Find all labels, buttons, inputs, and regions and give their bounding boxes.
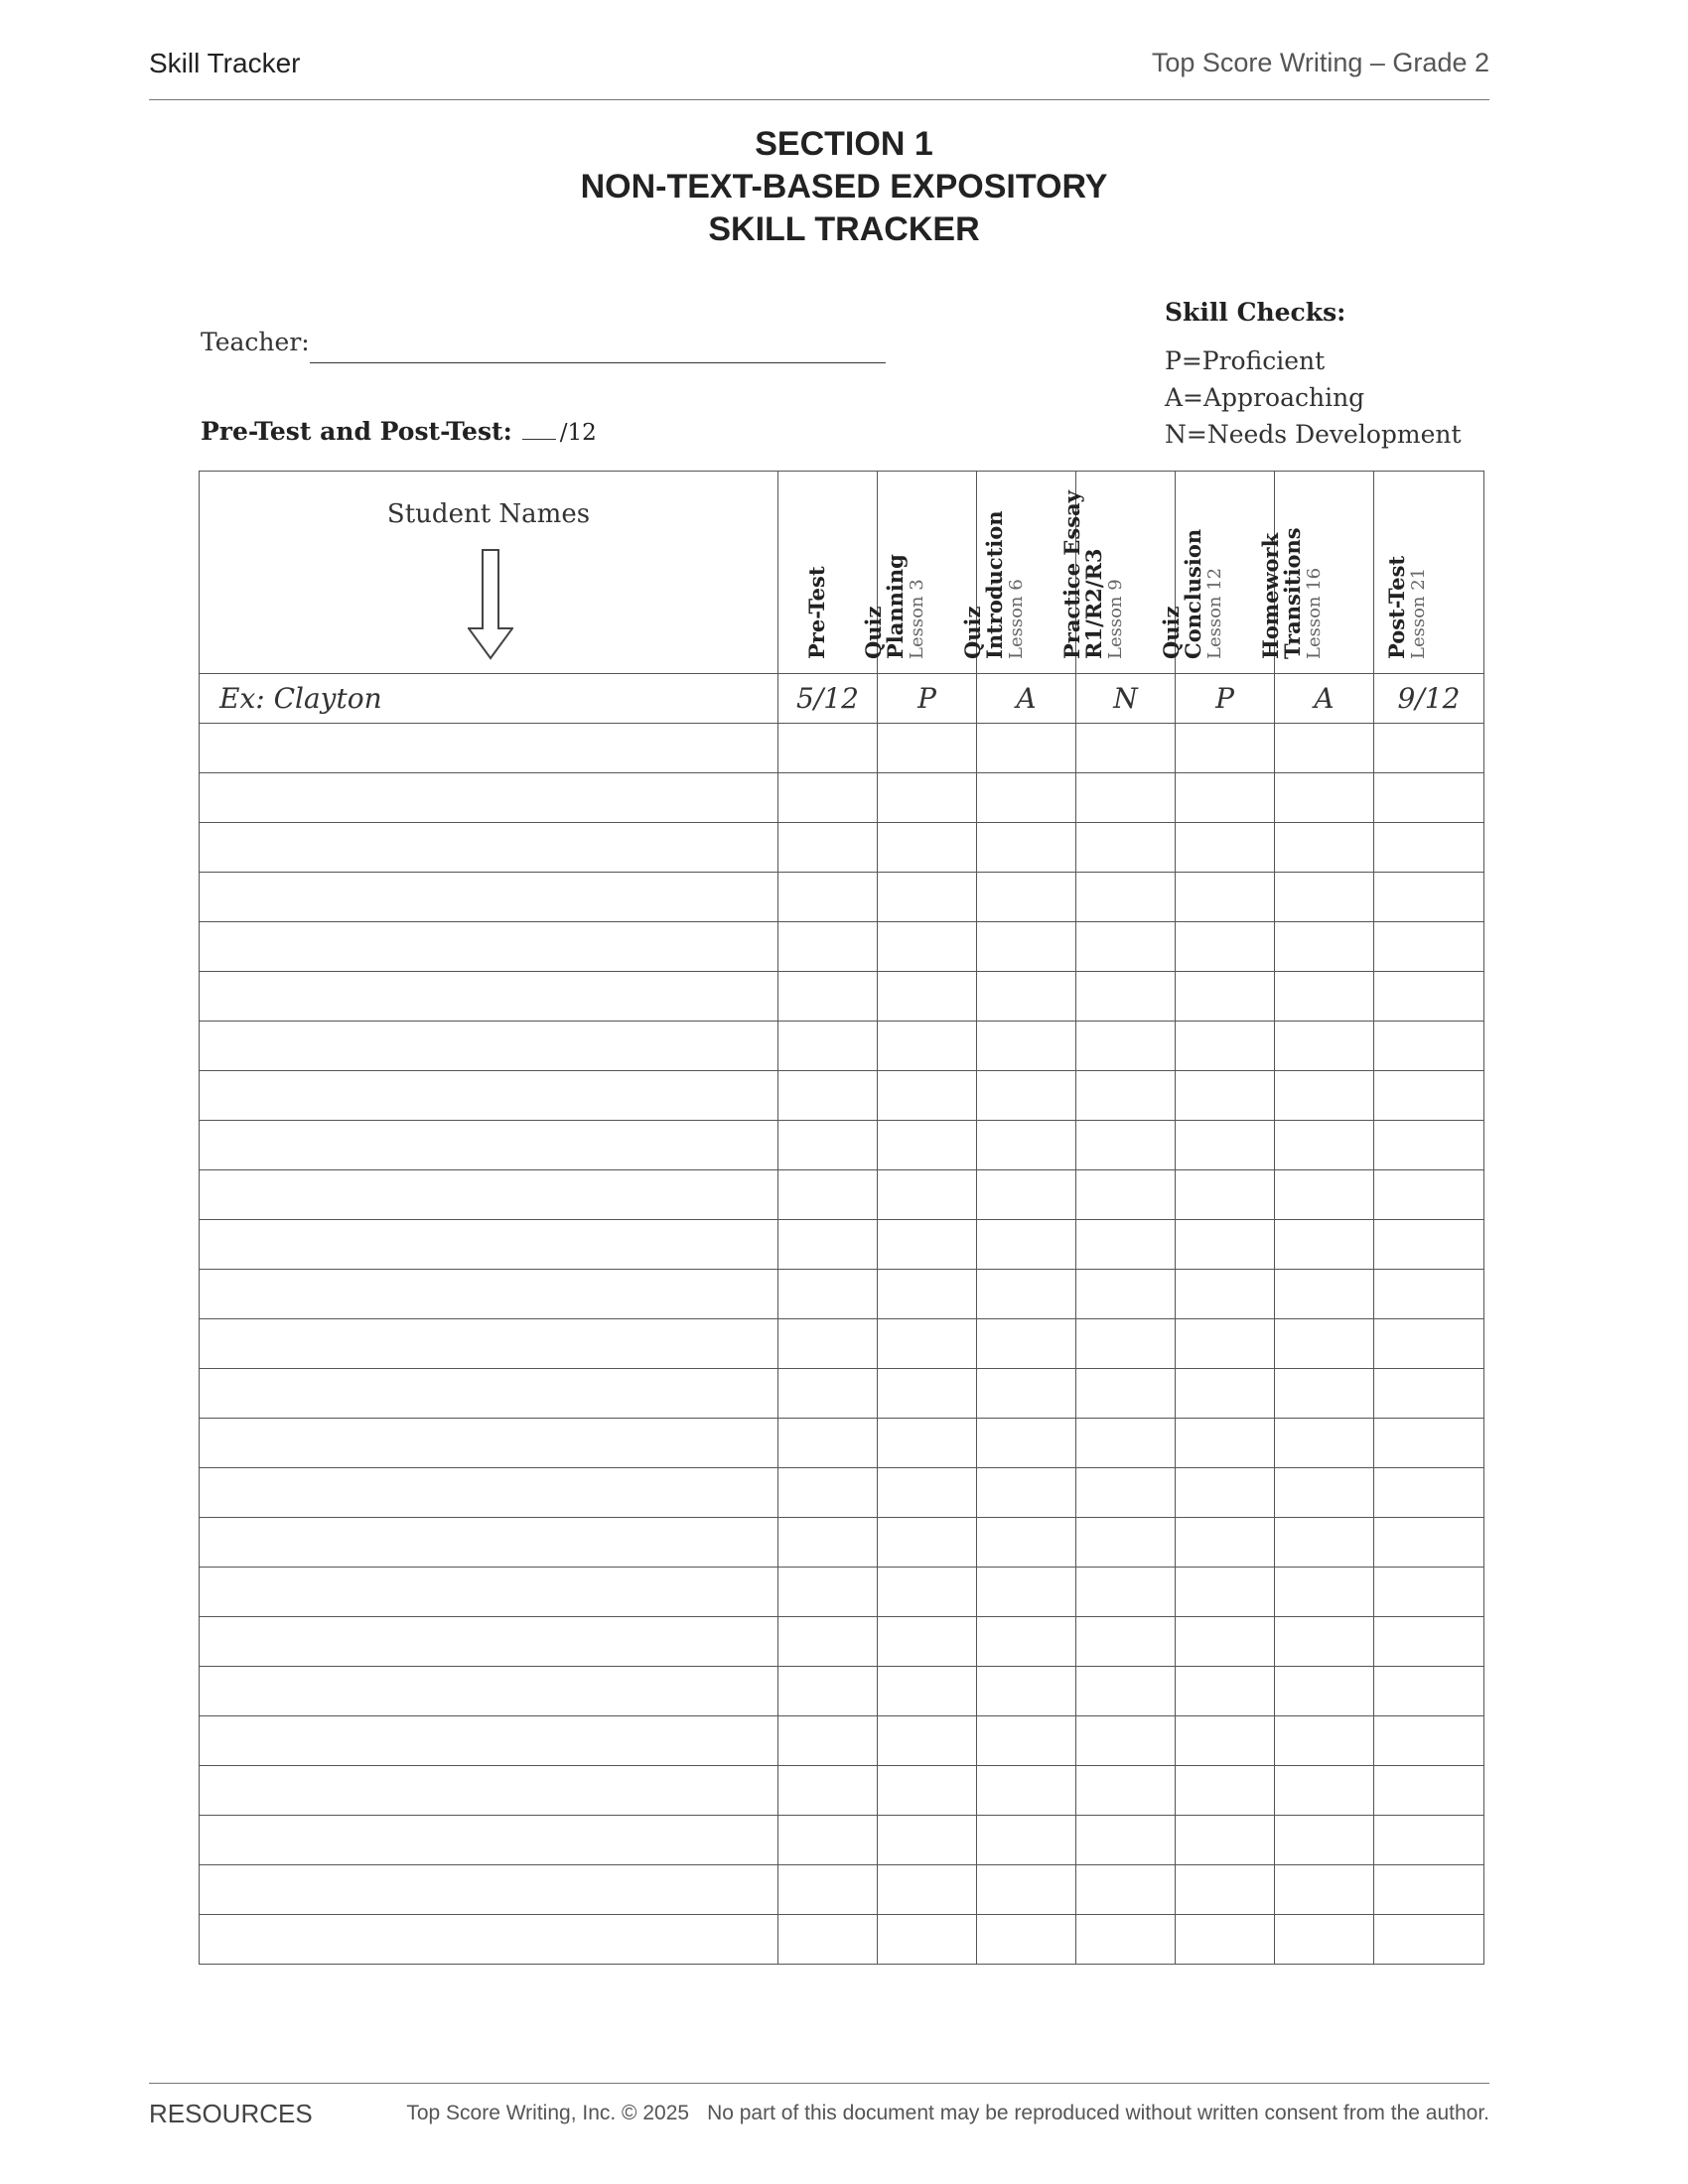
skill-check-cell[interactable] [778,773,878,823]
skill-check-cell[interactable] [1374,1617,1484,1667]
skill-check-cell[interactable] [1374,1468,1484,1518]
skill-check-cell[interactable] [1076,724,1176,773]
header-title: Skill Tracker [149,48,301,78]
skill-check-cell[interactable] [977,922,1076,972]
skill-check-cell[interactable] [1374,922,1484,972]
footer-copyright: Top Score Writing, Inc. © 2025 [406,2102,690,2124]
table-header-row [200,472,1484,674]
skill-check-cell[interactable] [1076,1667,1176,1716]
prepost-denominator: /12 [559,420,597,446]
skill-check-cell[interactable] [1374,1270,1484,1319]
skill-check-cell[interactable] [1176,1220,1275,1270]
column-quiz-introduction-line1: Quiz [959,606,985,659]
student-name-cell[interactable] [200,1220,778,1270]
skill-check-cell[interactable] [878,1319,977,1369]
table-row [200,1468,1484,1518]
student-name-cell[interactable] [200,972,778,1022]
student-name-cell[interactable] [200,1667,778,1716]
skill-check-cell[interactable] [1275,972,1374,1022]
skill-check-cell[interactable] [977,1617,1076,1667]
skill-check-cell[interactable] [878,1865,977,1915]
skill-check-cell[interactable] [778,1022,878,1071]
skill-check-cell[interactable] [1176,1270,1275,1319]
skill-check-cell[interactable] [1374,1816,1484,1865]
skill-check-cell[interactable] [1176,724,1275,773]
legend-needs-development: N=Needs Development [1165,420,1462,449]
column-practice-essay-lesson: Lesson 9 [1104,579,1126,659]
student-name-cell[interactable] [200,1369,778,1419]
student-names-label: Student Names [386,499,591,529]
student-name-cell[interactable] [200,1915,778,1965]
skill-check-cell[interactable] [977,1518,1076,1568]
skill-check-cell[interactable] [977,1865,1076,1915]
table-row [200,1319,1484,1369]
skill-check-cell[interactable] [1275,1568,1374,1617]
column-homework-transitions-line1: Homework [1257,532,1283,659]
student-name-cell[interactable] [200,1468,778,1518]
skill-check-cell[interactable] [878,1270,977,1319]
skill-check-cell[interactable] [1374,773,1484,823]
column-quiz-planning-line1: Quiz [860,606,886,659]
skill-check-cell[interactable] [1176,1816,1275,1865]
skill-check-cell[interactable] [878,1766,977,1816]
skill-check-cell[interactable] [878,1022,977,1071]
skill-check-cell[interactable] [778,1915,878,1965]
column-header-homework-transitions [1257,472,1374,674]
table-row [200,773,1484,823]
skill-check-cell[interactable] [878,1170,977,1220]
skill-check-cell[interactable] [778,1617,878,1667]
skill-check-cell[interactable] [1275,1170,1374,1220]
skill-check-cell[interactable] [778,724,878,773]
skill-check-cell[interactable] [977,1915,1076,1965]
student-name-cell[interactable] [200,1270,778,1319]
student-name-cell[interactable] [200,1568,778,1617]
skill-check-cell[interactable] [1374,1170,1484,1220]
column-practice-essay-line1: Practice Essay [1058,490,1084,659]
skill-check-cell[interactable] [977,873,1076,922]
skill-check-cell[interactable] [1076,922,1176,972]
skill-check-cell[interactable] [878,773,977,823]
skill-check-cell[interactable] [1176,1766,1275,1816]
table-row [200,1170,1484,1220]
table-row [200,1766,1484,1816]
footer-section-label: RESOURCES [149,2099,313,2128]
skill-check-cell[interactable] [878,1518,977,1568]
skill-check-cell[interactable] [878,1667,977,1716]
skill-check-cell[interactable] [977,1170,1076,1220]
title-line-3: SKILL TRACKER [708,210,980,248]
column-quiz-introduction-lesson: Lesson 6 [1005,579,1027,659]
table-row [200,1419,1484,1468]
skill-check-cell[interactable] [1374,1419,1484,1468]
skill-check-cell[interactable] [1275,823,1374,873]
skill-check-cell[interactable] [977,972,1076,1022]
student-name-cell[interactable] [200,823,778,873]
footer-notice: No part of this document may be reproduced without written consent from the author. [707,2102,1489,2124]
skill-check-cell[interactable] [878,1716,977,1766]
skill-check-cell[interactable] [778,1071,878,1121]
skill-check-cell[interactable] [778,1170,878,1220]
table-row [200,1220,1484,1270]
student-name-cell[interactable] [200,1319,778,1369]
skill-check-cell[interactable] [778,1716,878,1766]
skill-check-cell[interactable] [1275,1865,1374,1915]
skill-check-cell[interactable] [1176,1121,1275,1170]
student-name-cell[interactable] [200,773,778,823]
skill-check-cell[interactable] [1275,922,1374,972]
skill-check-cell[interactable] [1176,1865,1275,1915]
skill-check-cell[interactable] [1374,1220,1484,1270]
skill-check-cell[interactable] [1374,724,1484,773]
table-row [200,1816,1484,1865]
skill-check-cell[interactable] [1076,1468,1176,1518]
skill-check-cell[interactable] [878,1816,977,1865]
skill-check-cell[interactable] [1176,1319,1275,1369]
column-homework-transitions-lesson: Lesson 16 [1303,567,1325,659]
skill-check-cell[interactable] [1275,1667,1374,1716]
example-row [200,674,1484,724]
student-names-header [200,472,778,674]
skill-check-cell[interactable] [977,1369,1076,1419]
skill-check-cell[interactable] [977,1121,1076,1170]
skill-check-cell[interactable] [1076,1766,1176,1816]
skill-check-cell[interactable] [1275,1270,1374,1319]
skill-check-cell[interactable] [778,1865,878,1915]
example-quiz-introduction-mark: A [977,674,1076,724]
legend-approaching: A=Approaching [1165,383,1365,412]
skill-check-cell[interactable] [1275,1220,1374,1270]
skill-check-cell[interactable] [778,873,878,922]
skill-check-cell[interactable] [878,1369,977,1419]
skill-check-cell[interactable] [1374,1121,1484,1170]
skill-check-cell[interactable] [977,1568,1076,1617]
student-name-cell[interactable] [200,1617,778,1667]
student-name-cell[interactable] [200,724,778,773]
skill-check-cell[interactable] [778,1518,878,1568]
table-row [200,1121,1484,1170]
page-title [149,123,1539,251]
skill-check-cell[interactable] [1076,1865,1176,1915]
skill-check-cell[interactable] [878,1419,977,1468]
skill-check-cell[interactable] [878,1071,977,1121]
skill-check-cell[interactable] [977,1319,1076,1369]
skill-check-cell[interactable] [1275,1468,1374,1518]
skill-check-cell[interactable] [1275,1617,1374,1667]
student-name-cell[interactable] [200,1022,778,1071]
skill-checks-title: Skill Checks: [1165,298,1346,327]
skill-check-cell[interactable] [977,1468,1076,1518]
skill-check-cell[interactable] [878,873,977,922]
skill-check-cell[interactable] [1374,1071,1484,1121]
example-quiz-conclusion-mark: P [1176,674,1275,724]
footer-divider [149,2083,1489,2084]
footer-legal [388,2102,1489,2125]
column-quiz-conclusion-line1: Quiz [1158,606,1184,659]
skill-check-cell[interactable] [1374,1766,1484,1816]
skill-checks-legend [1165,294,1462,453]
column-quiz-conclusion-line2: Conclusion [1180,528,1205,659]
skill-check-cell[interactable] [977,1071,1076,1121]
skill-check-cell[interactable] [1176,1617,1275,1667]
skill-check-cell[interactable] [878,1568,977,1617]
table-row [200,1270,1484,1319]
skill-check-cell[interactable] [1275,724,1374,773]
example-practice-essay-mark: N [1076,674,1176,724]
skill-check-cell[interactable] [1076,1568,1176,1617]
skill-check-cell[interactable] [977,1419,1076,1468]
skill-check-cell[interactable] [1374,873,1484,922]
skill-check-cell[interactable] [1076,1518,1176,1568]
skill-check-cell[interactable] [1275,1915,1374,1965]
skill-check-cell[interactable] [1076,1419,1176,1468]
column-header-post-test [1374,472,1484,674]
student-name-cell[interactable] [200,873,778,922]
skill-check-cell[interactable] [878,922,977,972]
skill-check-cell[interactable] [1374,1568,1484,1617]
student-name-cell[interactable] [200,1419,778,1468]
skill-check-cell[interactable] [1275,773,1374,823]
skill-check-cell[interactable] [778,1568,878,1617]
skill-check-cell[interactable] [1076,1617,1176,1667]
table-row [200,873,1484,922]
skill-check-cell[interactable] [878,1121,977,1170]
skill-check-cell[interactable] [1076,1915,1176,1965]
skill-check-cell[interactable] [1076,972,1176,1022]
skill-check-cell[interactable] [1374,1022,1484,1071]
skill-check-cell[interactable] [977,773,1076,823]
skill-check-cell[interactable] [878,1468,977,1518]
skill-check-cell[interactable] [1374,1518,1484,1568]
student-name-cell[interactable] [200,1071,778,1121]
column-practice-essay-line2: R1/R2/R3 [1080,548,1106,659]
student-name-cell[interactable] [200,1716,778,1766]
skill-check-cell[interactable] [778,823,878,873]
skill-check-cell[interactable] [977,1816,1076,1865]
table-row [200,1667,1484,1716]
table-row [200,823,1484,873]
skill-check-cell[interactable] [1275,1369,1374,1419]
skill-check-cell[interactable] [778,1369,878,1419]
header-divider [149,99,1489,100]
skill-check-cell[interactable] [1374,1915,1484,1965]
skill-check-cell[interactable] [1176,1915,1275,1965]
skill-check-cell[interactable] [1176,1667,1275,1716]
skill-check-cell[interactable] [1275,1518,1374,1568]
skill-check-cell[interactable] [778,1319,878,1369]
legend-proficient: P=Proficient [1165,346,1326,375]
teacher-label: Teacher: [201,328,310,356]
example-pre-test-score: 5/12 [778,674,878,724]
skill-check-cell[interactable] [1374,972,1484,1022]
skill-check-cell[interactable] [1176,1071,1275,1121]
skill-check-cell[interactable] [1374,1716,1484,1766]
column-homework-transitions-line2: Transitions [1279,527,1305,659]
skill-check-cell[interactable] [878,724,977,773]
skill-check-cell[interactable] [977,724,1076,773]
skill-check-cell[interactable] [1275,1816,1374,1865]
example-quiz-planning-mark: P [878,674,977,724]
skill-check-cell[interactable] [778,1270,878,1319]
column-post-test-label: Post-Test [1384,555,1409,659]
skill-check-cell[interactable] [1076,1270,1176,1319]
skill-check-cell[interactable] [1076,873,1176,922]
teacher-name-field[interactable] [310,362,886,363]
skill-check-cell[interactable] [778,1766,878,1816]
skill-check-cell[interactable] [1076,1369,1176,1419]
column-pre-test-label: Pre-Test [803,566,829,659]
skill-check-cell[interactable] [1374,1369,1484,1419]
skill-check-cell[interactable] [778,1667,878,1716]
skill-check-cell[interactable] [1176,773,1275,823]
skill-check-cell[interactable] [1076,1816,1176,1865]
table-row [200,1568,1484,1617]
skill-check-cell[interactable] [1176,1468,1275,1518]
skill-check-cell[interactable] [778,1419,878,1468]
skill-check-cell[interactable] [1176,1518,1275,1568]
skill-check-cell[interactable] [1176,1022,1275,1071]
skill-check-cell[interactable] [1176,1716,1275,1766]
skill-check-cell[interactable] [1374,1319,1484,1369]
skill-check-cell[interactable] [778,1121,878,1170]
skill-check-cell[interactable] [1176,823,1275,873]
prepost-label: Pre-Test and Post-Test: [201,417,512,446]
table-row [200,922,1484,972]
column-post-test-lesson: Lesson 21 [1408,567,1429,659]
skill-check-cell[interactable] [1275,1716,1374,1766]
skill-check-cell[interactable] [1275,1121,1374,1170]
down-arrow-icon [468,549,513,660]
example-post-test-score: 9/12 [1374,674,1484,724]
skill-check-cell[interactable] [1076,1071,1176,1121]
header-book-title: Top Score Writing – Grade 2 [1151,48,1489,77]
student-name-cell[interactable] [200,1816,778,1865]
title-line-1: SECTION 1 [755,125,933,163]
skill-check-cell[interactable] [1374,1667,1484,1716]
skill-check-cell[interactable] [977,1220,1076,1270]
skill-tracker-table [199,471,1484,1965]
skill-check-cell[interactable] [1374,823,1484,873]
skill-check-cell[interactable] [1076,1220,1176,1270]
skill-check-cell[interactable] [1275,1319,1374,1369]
table-row [200,972,1484,1022]
table-row [200,1617,1484,1667]
skill-check-cell[interactable] [1176,1568,1275,1617]
skill-check-cell[interactable] [1076,1022,1176,1071]
skill-check-cell[interactable] [1076,1319,1176,1369]
table-row [200,1716,1484,1766]
example-student-name: Ex: Clayton [200,674,778,724]
skill-check-cell[interactable] [1176,1369,1275,1419]
skill-check-cell[interactable] [1176,1170,1275,1220]
skill-check-cell[interactable] [878,972,977,1022]
skill-check-cell[interactable] [1275,1022,1374,1071]
skill-check-cell[interactable] [1176,1419,1275,1468]
column-quiz-planning-line2: Planning [882,554,908,659]
skill-check-cell[interactable] [1076,773,1176,823]
title-line-2: NON-TEXT-BASED EXPOSITORY [580,168,1108,205]
student-name-cell[interactable] [200,1518,778,1568]
table-row [200,1915,1484,1965]
skill-check-cell[interactable] [878,823,977,873]
skill-check-cell[interactable] [778,1816,878,1865]
skill-check-cell[interactable] [977,1716,1076,1766]
skill-check-cell[interactable] [1275,1071,1374,1121]
column-quiz-introduction-line2: Introduction [981,510,1007,659]
skill-check-cell[interactable] [1275,1766,1374,1816]
table-row [200,724,1484,773]
skill-check-cell[interactable] [977,1766,1076,1816]
table-row [200,1369,1484,1419]
skill-check-cell[interactable] [1275,1419,1374,1468]
skill-check-cell[interactable] [1176,972,1275,1022]
skill-check-cell[interactable] [1076,823,1176,873]
column-quiz-conclusion-lesson: Lesson 12 [1203,567,1225,659]
student-name-cell[interactable] [200,1170,778,1220]
skill-check-cell[interactable] [1076,1121,1176,1170]
student-name-cell[interactable] [200,1865,778,1915]
skill-check-cell[interactable] [977,1022,1076,1071]
skill-check-cell[interactable] [1176,873,1275,922]
table-row [200,1865,1484,1915]
skill-check-cell[interactable] [778,972,878,1022]
skill-check-cell[interactable] [778,1468,878,1518]
skill-check-cell[interactable] [878,1915,977,1965]
skill-check-cell[interactable] [1076,1716,1176,1766]
skill-check-cell[interactable] [878,1220,977,1270]
skill-check-cell[interactable] [1275,873,1374,922]
table-row [200,1022,1484,1071]
student-name-cell[interactable] [200,1766,778,1816]
skill-check-cell[interactable] [977,1270,1076,1319]
student-name-cell[interactable] [200,1121,778,1170]
example-homework-transitions-mark: A [1275,674,1374,724]
prepost-score-blank[interactable] [522,421,556,440]
skill-check-cell[interactable] [977,1667,1076,1716]
skill-check-cell[interactable] [878,1617,977,1667]
skill-check-cell[interactable] [778,1220,878,1270]
prepost-score [201,417,597,446]
skill-check-cell[interactable] [778,922,878,972]
student-name-cell[interactable] [200,922,778,972]
skill-check-cell[interactable] [1374,1865,1484,1915]
table-row [200,1071,1484,1121]
skill-check-cell[interactable] [1076,1170,1176,1220]
skill-check-cell[interactable] [977,823,1076,873]
column-quiz-planning-lesson: Lesson 3 [906,579,927,659]
skill-check-cell[interactable] [1176,922,1275,972]
table-row [200,1518,1484,1568]
